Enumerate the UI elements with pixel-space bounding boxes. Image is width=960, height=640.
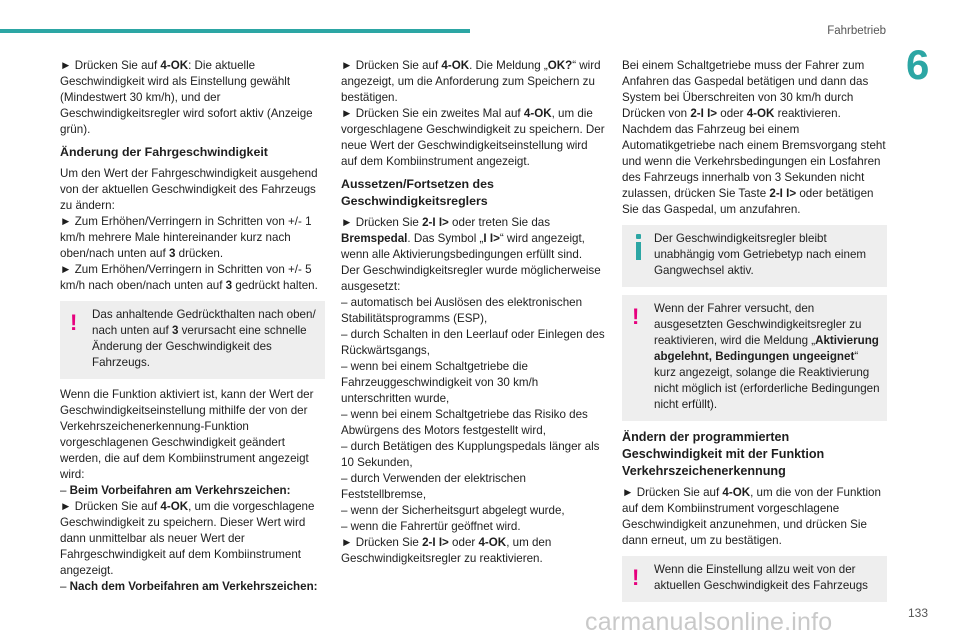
list-item: – wenn die Fahrertür geöffnet wird. xyxy=(341,520,521,533)
paragraph: Nachdem das Fahrzeug bei einem Automatikgetriebe nach einem Bremsvorgang steht und wenn die Verkehrsbedingungen ein Losfahren des Fahrzeugs innerhalb von 3 Sekunden nicht zulassen, drücken Sie Taste 2-I I> oder betätigen Sie das Gaspedal, um anzufahren. xyxy=(622,123,886,216)
watermark-text: carmanualsonline.info xyxy=(585,608,833,636)
paragraph: ► Drücken Sie ein zweites Mal auf 4-OK, um die vorgeschlagene Geschwindigkeit zu speichern. Der neue Wert der Geschwindigkeitseinstellung wird auf dem Kombiinstrument angezeigt. xyxy=(341,107,605,168)
paragraph: Um den Wert der Fahrgeschwindigkeit ausgehend von der aktuellen Geschwindigkeit des Fahrzeugs zu ändern: xyxy=(60,167,318,212)
list-item: – wenn der Sicherheitsgurt abgelegt wurde, xyxy=(341,504,565,517)
list-item: – durch Schalten in den Leerlauf oder Einlegen des Rückwärtsgangs, xyxy=(341,328,605,357)
paragraph: ► Zum Erhöhen/Verringern in Schritten von +/- 5 km/h nach oben/nach unten auf 3 gedrückt halten. xyxy=(60,263,318,292)
column-2 xyxy=(341,58,606,567)
warning-exclamation-icon: ! xyxy=(632,304,640,329)
list-item: – automatisch bei Auslösen des elektronischen Stabilitätsprogramms (ESP), xyxy=(341,296,583,325)
paragraph: ► Drücken Sie auf 4-OK, um die vorgeschlagene Geschwindigkeit zu speichern. Dieser Wert wird dann unmittelbar als neuer Wert der Fahrgeschwindigkeit auf dem Kombiinstrument angezeigt. xyxy=(60,500,315,577)
heading-suspend-resume: Aussetzen/Fortsetzen des Geschwindigkeitsreglers xyxy=(341,177,494,208)
column-1 xyxy=(60,58,325,595)
paragraph: ► Drücken Sie 2-I I> oder treten Sie das Bremspedal. Das Symbol „I I>“ wird angezeigt, wenn alle Aktivierungsbedingungen erfüllt sind. xyxy=(341,216,585,261)
warning-exclamation-icon: ! xyxy=(632,565,640,590)
paragraph: Bei einem Schaltgetriebe muss der Fahrer zum Anfahren das Gaspedal betätigen und dann das System bei Überschreiten von 30 km/h durch Drücken von 2-I I> oder 4-OK reaktivieren. xyxy=(622,59,869,120)
chapter-number: 6 xyxy=(906,41,930,88)
warning-exclamation-icon: ! xyxy=(70,310,78,335)
warning-note xyxy=(60,301,325,379)
info-note xyxy=(622,225,887,287)
list-item: – durch Verwenden der elektrischen Feststellbremse, xyxy=(341,472,526,501)
list-item: – Beim Vorbeifahren am Verkehrszeichen: xyxy=(60,484,291,497)
note-text: Das anhaltende Gedrückthalten nach oben/ nach unten auf 3 verursacht eine schnelle Änderung der Geschwindigkeit des Fahrzeugs. xyxy=(92,308,316,369)
paragraph: ► Drücken Sie auf 4-OK: Die aktuelle Geschwindigkeit wird als Einstellung gewählt (Mindestwert 30 km/h), und der Geschwindigkeitsregler wird sofort aktiv (Anzeige grün). xyxy=(60,59,313,136)
section-title: Fahrbetrieb xyxy=(827,25,886,37)
list-item: – wenn bei einem Schaltgetriebe die Fahrzeuggeschwindigkeit von 30 km/h unterschritten wurde, xyxy=(341,360,539,405)
heading-change-speed: Änderung der Fahrgeschwindigkeit xyxy=(60,145,268,159)
note-text: Der Geschwindigkeitsregler bleibt unabhängig vom Getriebetyp nach einem Gangwechsel aktiv. xyxy=(654,232,867,277)
heading-change-programmed-speed: Ändern der programmierten Geschwindigkeit mit der Funktion Verkehrszeichenerkennung xyxy=(622,430,825,478)
list-item: – wenn bei einem Schaltgetriebe das Risiko des Abwürgens des Motors festgestellt wird, xyxy=(341,408,588,437)
warning-note xyxy=(622,556,887,602)
column-3 xyxy=(622,58,887,610)
note-text: Wenn die Einstellung allzu weit von der aktuellen Geschwindigkeit des Fahrzeugs xyxy=(654,563,868,592)
paragraph: ► Drücken Sie 2-I I> oder 4-OK, um den Geschwindigkeitsregler zu reaktivieren. xyxy=(341,536,552,565)
paragraph: ► Drücken Sie auf 4-OK. Die Meldung „OK?“ wird angezeigt, um die Anforderung zum Speichern zu bestätigen. xyxy=(341,59,601,104)
paragraph: ► Drücken Sie auf 4-OK, um die von der Funktion auf dem Kombiinstrument vorgeschlagene Geschwindigkeit anzunehmen, und drücken Sie dann erneut, um zu bestätigen. xyxy=(622,486,881,547)
header-accent-bar xyxy=(0,29,470,33)
note-text: Wenn der Fahrer versucht, den ausgesetzten Geschwindigkeitsregler zu reaktivieren, wird die Meldung „Aktivierung abgelehnt, Bedingungen ungeeignet“ kurz angezeigt, solange die Reaktivierung nicht möglich ist (erforderliche Bedingungen nicht erfüllt). xyxy=(654,302,880,411)
list-item: – Nach dem Vorbeifahren am Verkehrszeichen: xyxy=(60,580,318,593)
info-icon xyxy=(632,234,644,260)
page-number: 133 xyxy=(908,606,929,620)
list-item: – durch Betätigen des Kupplungspedals länger als 10 Sekunden, xyxy=(341,440,600,469)
paragraph: ► Zum Erhöhen/Verringern in Schritten von +/- 1 km/h mehrere Male hintereinander kurz nach oben/nach unten auf 3 drücken. xyxy=(60,215,312,260)
paragraph: Der Geschwindigkeitsregler wurde möglicherweise ausgesetzt: xyxy=(341,264,601,293)
paragraph: Wenn die Funktion aktiviert ist, kann der Wert der Geschwindigkeitseinstellung mithilfe der von der Verkehrszeichenerkennung-Funktion vorgeschlagenen Geschwindigkeit geändert werden, die auf dem Kombiinstrument angezeigt wird: xyxy=(60,388,314,481)
warning-note xyxy=(622,295,887,421)
